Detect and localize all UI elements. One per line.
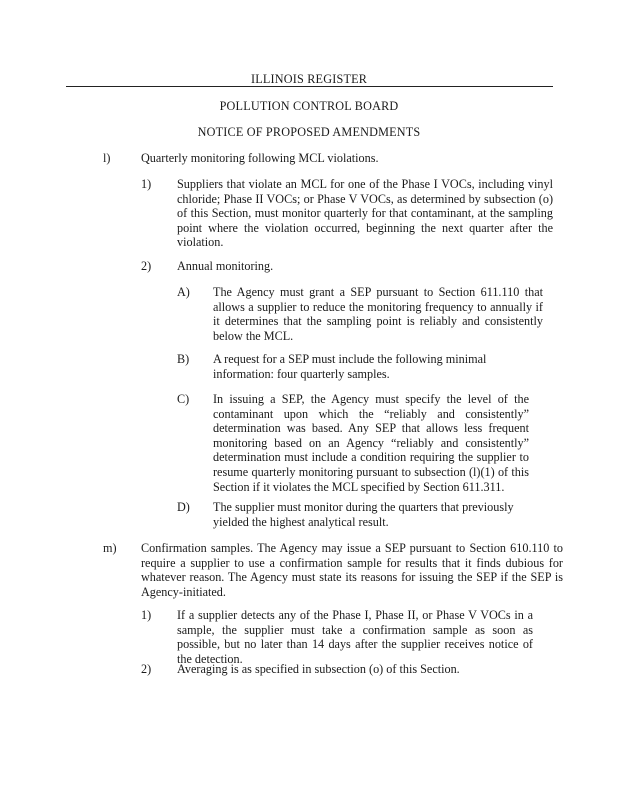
section-l-item2-A-text: The Agency must grant a SEP pursuant to Section 611.110 that allows a supplier to reduce the monitoring frequency to annually if it determines that the sampling point is reliably and consistently below the MCL. [213,285,543,343]
section-l-item2-C-text: In issuing a SEP, the Agency must specify the level of the contaminant upon which the “reliably and consistently” determination was based. Any SEP that allows less frequent monitoring based on an Agency “reliably and consistently” determination must include a condition requiring the supplier to resume quarterly monitoring pursuant to subsection (l)(1) of this Section if it violates the MCL specified by Section 611.311. [213,392,529,494]
section-l-title: Quarterly monitoring following MCL violations. [141,151,379,165]
section-l-item2-A-label: A) [177,285,190,299]
section-l-item2-D-text: The supplier must monitor during the quarters that previously yielded the highest analytical result. [213,500,514,529]
section-l-item1-label: 1) [141,177,152,191]
section-m-label: m) [103,541,117,555]
notice-title: NOTICE OF PROPOSED AMENDMENTS [197,125,421,139]
section-m-item2-label: 2) [141,662,152,676]
section-m-item2-text: Averaging is as specified in subsection (o) of this Section. [177,662,460,676]
section-m-text: Confirmation samples. The Agency may issue a SEP pursuant to Section 610.110 to require a supplier to use a confirmation sample for results that it finds dubious for whatever reason. The Agency must state its reasons for issuing the SEP if the SEP is Agency-initiated. [141,541,563,599]
register-header: ILLINOIS REGISTER [250,72,368,86]
section-l-item1-text: Suppliers that violate an MCL for one of the Phase I VOCs, including vinyl chloride; Phase II VOCs; or Phase V VOCs, as determined by subsection (o) of this Section, must monitor quarterly for that contaminant, at the sampling point where the violation occurred, beginning the next quarter after the violation. [177,177,553,250]
section-l-item2-B-text: A request for a SEP must include the following minimal information: four quarterly samples. [213,352,487,381]
header-rule [66,86,553,87]
section-l-item2-title: Annual monitoring. [177,259,274,273]
section-m-item1-label: 1) [141,608,152,622]
section-l-label: l) [103,151,111,165]
section-m-item1-text: If a supplier detects any of the Phase I, Phase II, or Phase V VOCs in a sample, the supplier must take a confirmation sample as soon as possible, but no later than 14 days after the supplier receives notice of the detection. [177,608,533,666]
section-l-item2-C-label: C) [177,392,190,406]
board-title: POLLUTION CONTROL BOARD [219,99,399,113]
section-l-item2-label: 2) [141,259,152,273]
section-l-item2-D-label: D) [177,500,190,514]
section-l-item2-B-label: B) [177,352,190,366]
